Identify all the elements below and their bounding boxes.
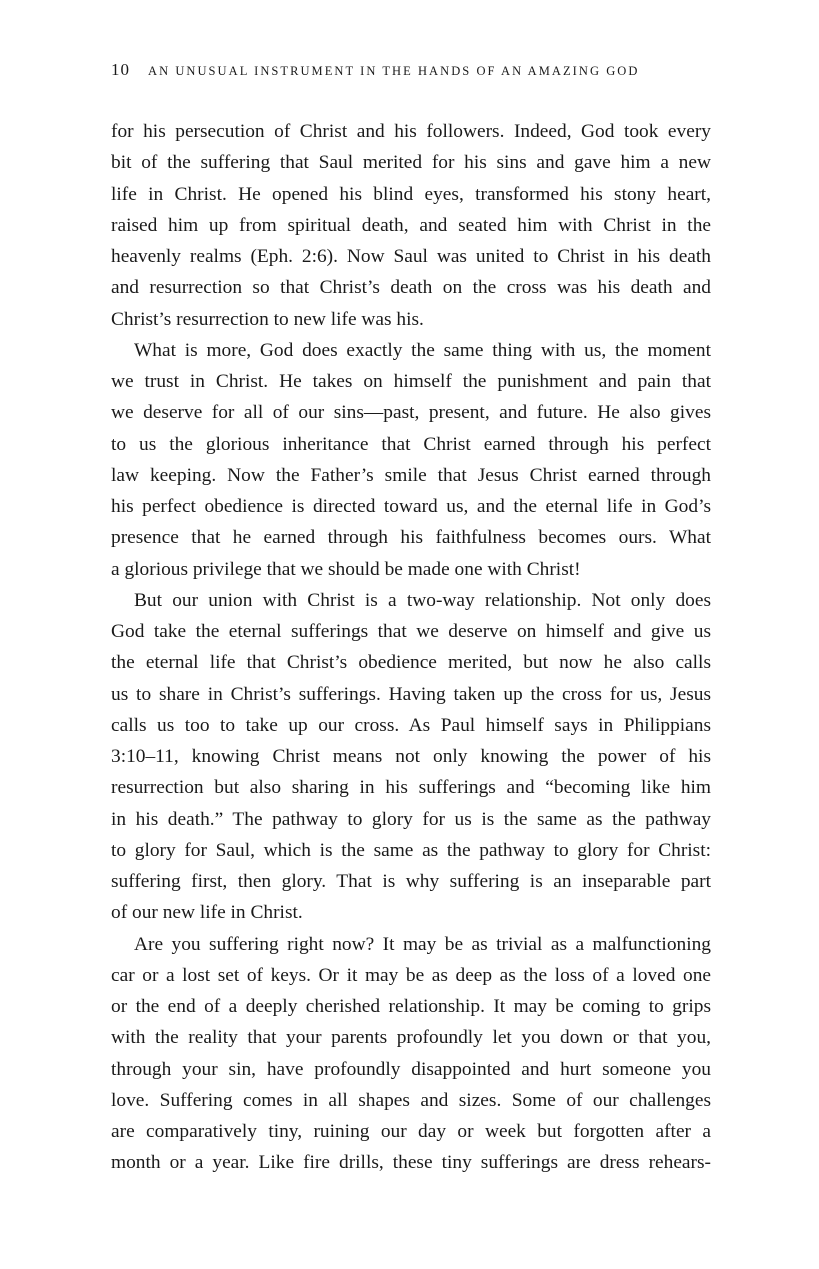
text-line: his perfect obedience is directed toward us, and the eternal life in God’s xyxy=(111,496,711,517)
text-line: presence that he earned through his faithfulness becomes ours. What xyxy=(111,527,711,549)
text-line: life in Christ. He opened his blind eyes, transformed his stony heart, xyxy=(111,183,711,205)
text-line: God take the eternal sufferings that we deserve on himself and give us xyxy=(111,621,711,642)
text-line: in his death.” The pathway to glory for us is the same as the pathway xyxy=(111,808,711,830)
running-title: AN UNUSUAL INSTRUMENT IN THE HANDS OF AN AMAZING GOD xyxy=(148,64,640,78)
text-line: we trust in Christ. He takes on himself the punishment and pain that xyxy=(111,371,711,392)
text-line: a glorious privilege that we should be made one with Christ! xyxy=(111,558,581,580)
text-line: for his persecution of Christ and his followers. Indeed, God took every xyxy=(111,121,711,142)
paragraph xyxy=(111,116,711,335)
text-line: we deserve for all of our sins—past, present, and future. He also gives xyxy=(111,402,711,424)
text-line: the eternal life that Christ’s obedience merited, but now he also calls xyxy=(111,652,711,674)
text-line: bit of the suffering that Saul merited for his sins and gave him a new xyxy=(111,152,711,174)
paragraph xyxy=(111,335,711,585)
text-line: raised him up from spiritual death, and seated him with Christ in the xyxy=(111,214,711,236)
text-line: are comparatively tiny, ruining our day or week but forgotten after a xyxy=(111,1121,711,1142)
text-line: But our union with Christ is a two-way relationship. Not only does xyxy=(134,589,711,611)
text-line: 3:10–11, knowing Christ means not only knowing the power of his xyxy=(111,746,711,767)
text-line: and resurrection so that Christ’s death on the cross was his death and xyxy=(111,277,711,299)
body-text xyxy=(111,116,711,1179)
text-line: Are you suffering right now? It may be as trivial as a malfunctioning xyxy=(134,933,711,955)
paragraph xyxy=(111,929,711,1179)
text-line: to us the glorious inheritance that Christ earned through his perfect xyxy=(111,433,711,455)
text-line: heavenly realms (Eph. 2:6). Now Saul was united to Christ in his death xyxy=(111,246,711,267)
text-line: us to share in Christ’s sufferings. Having taken up the cross for us, Jesus xyxy=(111,683,711,705)
text-line: or the end of a deeply cherished relationship. It may be coming to grips xyxy=(111,996,711,1017)
text-line: month or a year. Like fire drills, these tiny sufferings are dress rehears- xyxy=(111,1152,711,1174)
paragraph xyxy=(111,585,711,929)
text-line: law keeping. Now the Father’s smile that Jesus Christ earned through xyxy=(111,464,711,486)
text-line: What is more, God does exactly the same thing with us, the moment xyxy=(134,339,711,361)
running-head xyxy=(111,60,711,84)
page-number: 10 xyxy=(111,60,130,79)
text-line: Christ’s resurrection to new life was his. xyxy=(111,308,424,330)
text-line: suffering first, then glory. That is why suffering is an inseparable part xyxy=(111,871,711,892)
text-line: resurrection but also sharing in his sufferings and “becoming like him xyxy=(111,777,711,799)
text-line: to glory for Saul, which is the same as the pathway to glory for Christ: xyxy=(111,839,711,861)
text-line: car or a lost set of keys. Or it may be as deep as the loss of a loved one xyxy=(111,964,711,986)
text-line: through your sin, have profoundly disappointed and hurt someone you xyxy=(111,1058,711,1080)
text-line: calls us too to take up our cross. As Paul himself says in Philippians xyxy=(111,714,711,736)
text-line: of our new life in Christ. xyxy=(111,902,303,924)
text-line: love. Suffering comes in all shapes and sizes. Some of our challenges xyxy=(111,1089,711,1111)
text-line: with the reality that your parents profoundly let you down or that you, xyxy=(111,1027,711,1049)
